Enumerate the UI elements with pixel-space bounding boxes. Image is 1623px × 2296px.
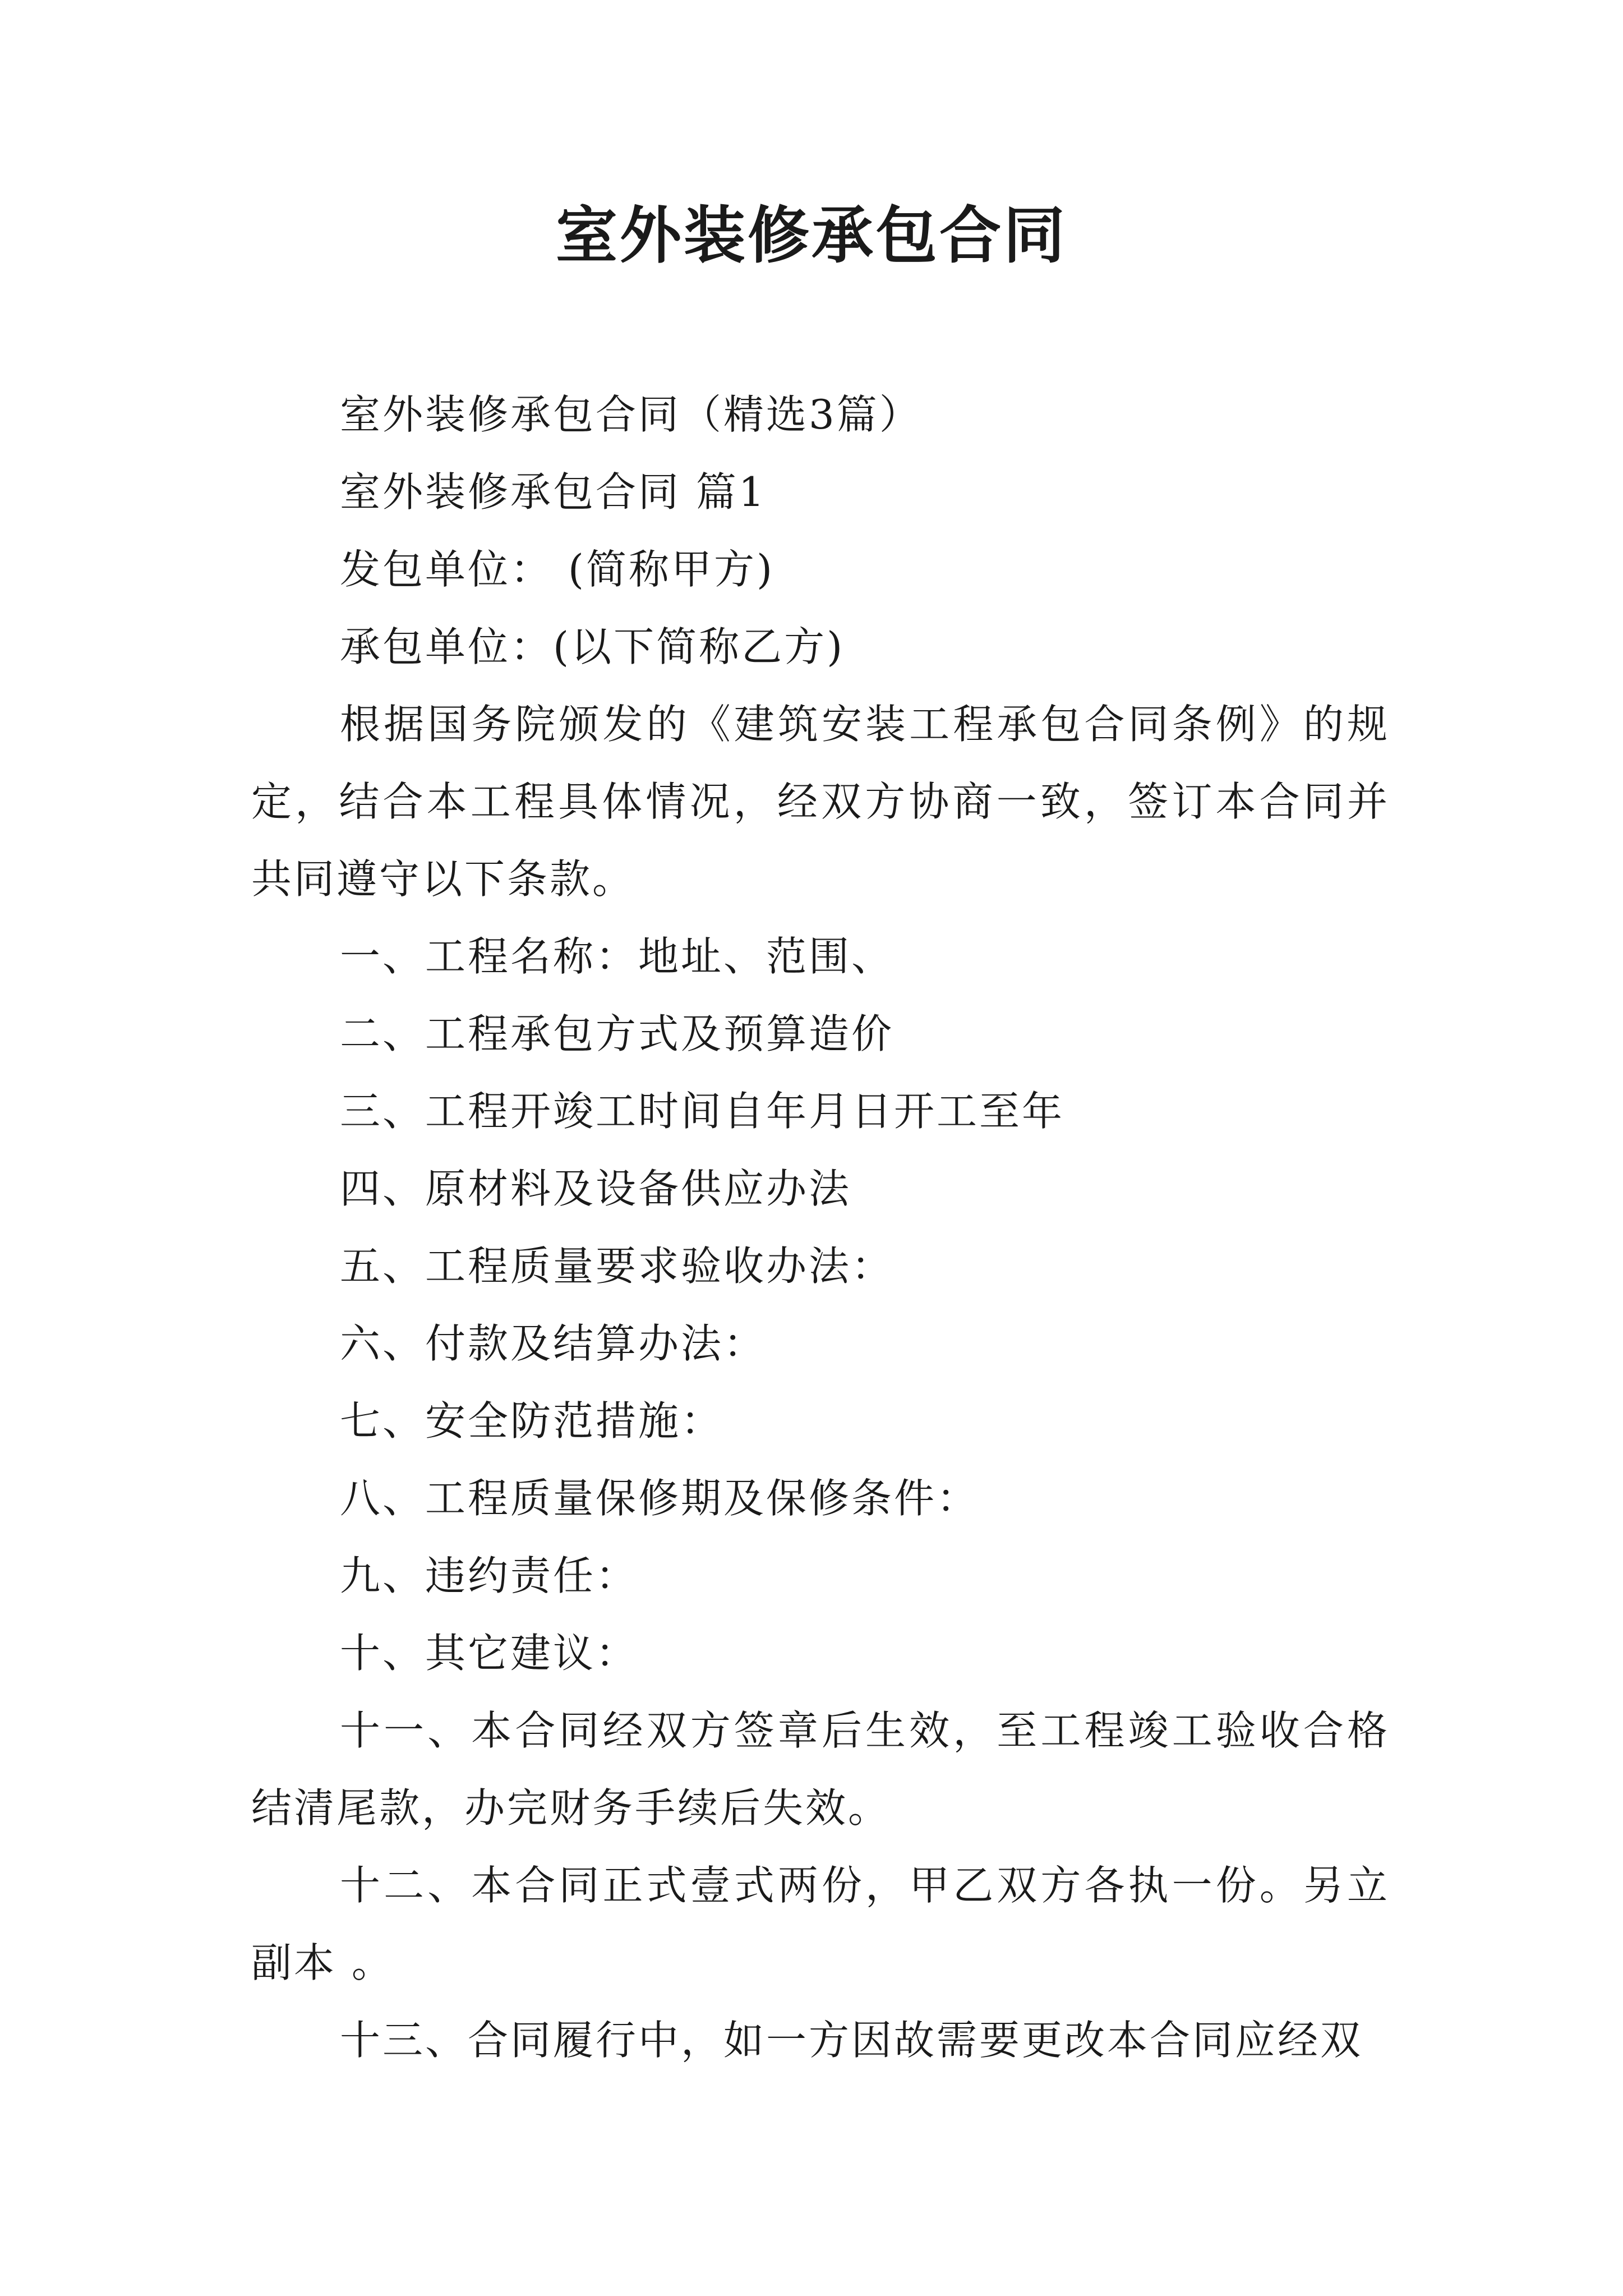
paragraph-party-a: 发包单位： (简称甲方) <box>340 546 775 593</box>
clause-3: 三、工程开竣工时间自年月日开工至年 <box>340 1088 1065 1135</box>
paragraph-party-b: 承包单位：(以下简称乙方) <box>340 623 845 670</box>
clause-5: 五、工程质量要求验收办法： <box>340 1243 895 1290</box>
clause-4: 四、原材料及设备供应办法 <box>340 1165 852 1212</box>
document-title: 室外装修承包合同 <box>556 199 1067 272</box>
paragraph-preamble: 根据国务院颁发的《建筑安装工程承包合同条例》的规定，结合本工程具体情况，经双方协商一致，签订本合同并共同遵守以下条款。 <box>251 701 1390 903</box>
clause-1: 一、工程名称：地址、范围、 <box>340 933 895 980</box>
clause-11: 十一、本合同经双方签章后生效，至工程竣工验收合格结清尾款，办完财务手续后失效。 <box>251 1707 1390 1832</box>
document-body <box>251 376 1390 2079</box>
clause-2: 二、工程承包方式及预算造价 <box>340 1010 895 1057</box>
clause-8: 八、工程质量保修期及保修条件： <box>340 1475 980 1522</box>
clause-7: 七、安全防范措施： <box>340 1397 724 1444</box>
clause-6: 六、付款及结算办法： <box>340 1320 767 1367</box>
clause-13: 十三、合同履行中，如一方因故需要更改本合同应经双 <box>340 2017 1363 2064</box>
clause-12: 十二、本合同正式壹式两份，甲乙双方各执一份。另立副本 。 <box>251 1862 1390 1986</box>
clause-9: 九、违约责任： <box>340 1552 639 1599</box>
paragraph-collection-heading: 室外装修承包合同（精选3篇） <box>340 391 922 438</box>
clause-10: 十、其它建议： <box>340 1630 639 1677</box>
paragraph-part-heading: 室外装修承包合同 篇1 <box>340 468 767 516</box>
